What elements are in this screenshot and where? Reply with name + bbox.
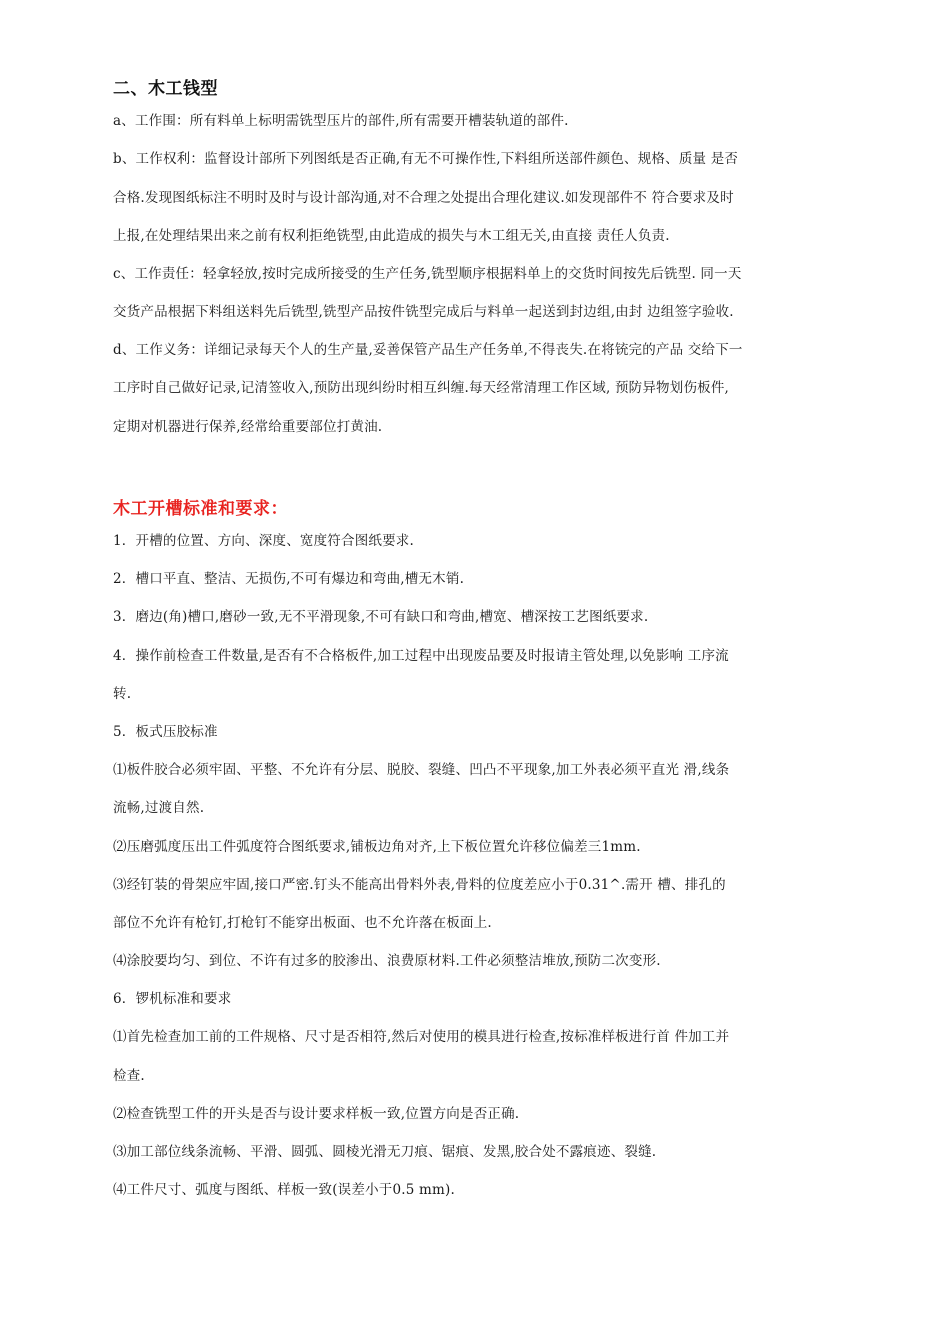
paragraph-line: a、工作围：所有料单上标明需铣型压片的部件,所有需要开槽装轨道的部件. — [113, 113, 569, 129]
list-item: ⑶加工部位线条流畅、平滑、圆弧、圆棱光滑无刀痕、锯痕、发黑,胶合处不露痕迹、裂缝. — [113, 1144, 657, 1160]
section-title-woodwork-milling: 二、木工钱型 — [113, 79, 218, 99]
paragraph-line: 交货产品根据下料组送料先后铣型,铣型产品按件铣型完成后与料单一起送到封边组,由封 边组签字验收. — [113, 304, 734, 320]
list-item: 3．磨边(角)槽口,磨砂一致,无不平滑现象,不可有缺口和弯曲,槽宽、槽深按工艺图纸要求. — [113, 609, 649, 625]
paragraph-line: b、工作权利：监督设计部所下列图纸是否正确,有无不可操作性,下料组所送部件颜色、规格、质量 是否 — [113, 151, 739, 167]
list-item: 部位不允许有枪钉,打枪钉不能穿出板面、也不允许落在板面上. — [113, 915, 492, 931]
list-item: ⑴板件胶合必须牢固、平整、不允许有分层、脱胶、裂缝、凹凸不平现象,加工外表必须平直光 滑,线条 — [113, 762, 730, 778]
paragraph-line: 定期对机器进行保养,经常给重要部位打黄油. — [113, 419, 383, 435]
paragraph-line: 上报,在处理结果出来之前有权利拒绝铣型,由此造成的损失与木工组无关,由直接 责任人负责. — [113, 228, 670, 244]
list-item: 2．槽口平直、整洁、无损伤,不可有爆边和弯曲,槽无木销. — [113, 571, 465, 587]
list-item: 流畅,过渡自然. — [113, 800, 205, 816]
list-item: ⑴首先检查加工前的工件规格、尺寸是否相符,然后对使用的模具进行检查,按标准样板进行首 件加工并 — [113, 1029, 730, 1045]
list-item: ⑷涂胶要均匀、到位、不许有过多的胶渗出、浪费原材料.工件必须整洁堆放,预防二次变形. — [113, 953, 661, 969]
list-item: ⑵检查铣型工件的开头是否与设计要求样板一致,位置方向是否正确. — [113, 1106, 520, 1122]
section-title-slotting-standards: 木工开槽标准和要求： — [113, 499, 288, 519]
list-item: 6．锣机标准和要求 — [113, 991, 232, 1007]
list-item: 转. — [113, 686, 132, 702]
list-item: ⑷工件尺寸、弧度与图纸、样板一致(误差小于0.5 mm). — [113, 1182, 455, 1198]
paragraph-line: 工序时自己做好记录,记清签收入,预防出现纠纷时相互纠缠.每天经常清理工作区域, 预防异物划伤板件, — [113, 380, 730, 396]
list-item: 4．操作前检查工件数量,是否有不合格板件,加工过程中出现废品要及时报请主管处理,以免影响 工序流 — [113, 648, 729, 664]
paragraph-line: 合格.发现图纸标注不明时及时与设计部沟通,对不合理之处提出合理化建议.如发现部件不 符合要求及时 — [113, 190, 734, 206]
paragraph-line: d、工作义务：详细记录每天个人的生产量,妥善保管产品生产任务单,不得丧失.在将铳完的产品 交给下一 — [113, 342, 743, 358]
list-item: ⑶经钉装的骨架应牢固,接口严密.钉头不能高出骨料外表,骨料的位度差应小于0.31^.需开 槽、排孔的 — [113, 877, 726, 893]
list-item: 检查. — [113, 1068, 145, 1084]
paragraph-line: c、工作责任：轻拿轻放,按时完成所接受的生产任务,铣型顺序根据料单上的交货时间按先后铣型. 同一天 — [113, 266, 742, 282]
list-item: ⑵压磨弧度压出工件弧度符合图纸要求,铺板边角对齐,上下板位置允许移位偏差三1mm. — [113, 839, 641, 855]
list-item: 1．开槽的位置、方向、深度、宽度符合图纸要求. — [113, 533, 414, 549]
list-item: 5．板式压胶标准 — [113, 724, 218, 740]
